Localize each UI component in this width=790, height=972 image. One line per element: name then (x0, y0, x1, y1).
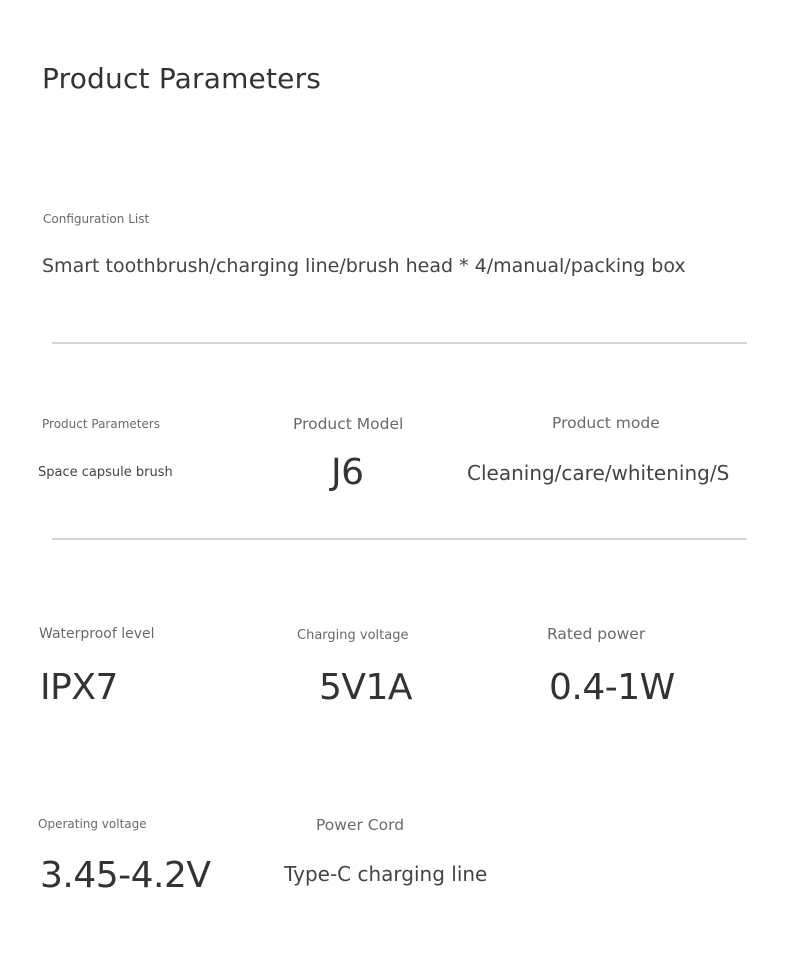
rated-power-value: 0.4-1W (549, 667, 675, 708)
product-mode-value: Cleaning/care/whitening/S (467, 461, 730, 485)
waterproof-level-label: Waterproof level (39, 626, 155, 642)
configuration-list-label: Configuration List (43, 212, 150, 226)
divider-top (52, 342, 747, 344)
product-parameters-value: Space capsule brush (38, 465, 173, 480)
configuration-list-value: Smart toothbrush/charging line/brush head * 4/manual/packing box (42, 255, 686, 277)
power-cord-label: Power Cord (316, 816, 405, 834)
product-parameters-label: Product Parameters (42, 417, 161, 431)
product-model-label: Product Model (293, 415, 404, 433)
rated-power-label: Rated power (547, 625, 646, 643)
page-title: Product Parameters (42, 62, 322, 95)
product-model-value: J6 (331, 452, 364, 493)
operating-voltage-value: 3.45-4.2V (40, 855, 211, 896)
charging-voltage-label: Charging voltage (297, 628, 409, 643)
operating-voltage-label: Operating voltage (38, 817, 147, 831)
waterproof-level-value: IPX7 (40, 667, 118, 708)
divider-middle (52, 538, 747, 540)
product-mode-label: Product mode (552, 414, 660, 432)
charging-voltage-value: 5V1A (319, 667, 413, 708)
power-cord-value: Type-C charging line (284, 862, 488, 886)
